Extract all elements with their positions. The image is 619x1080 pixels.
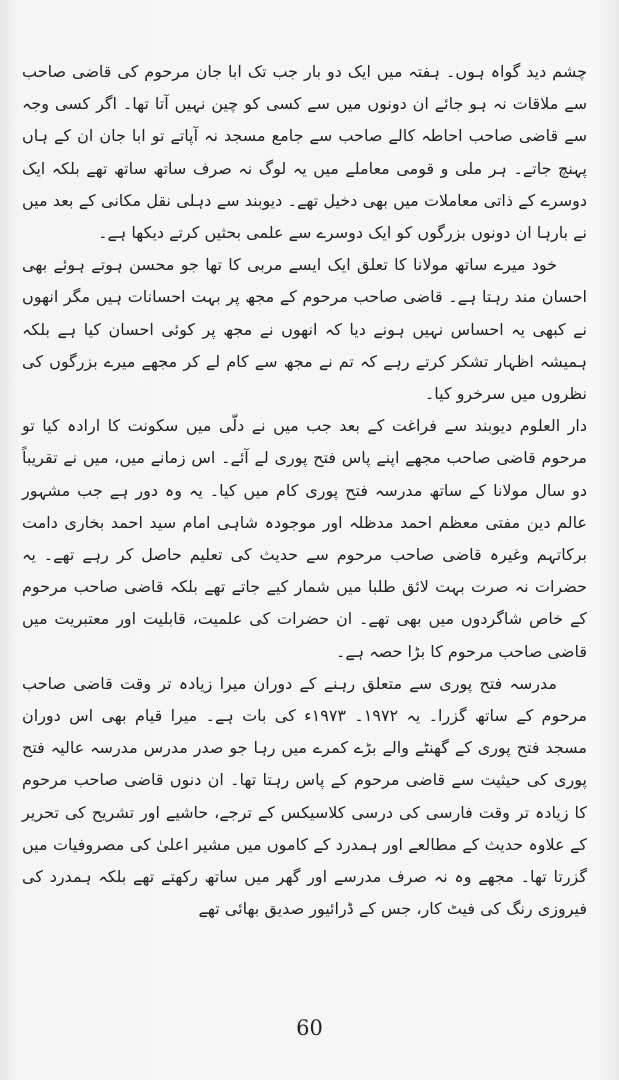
body-text [22, 56, 587, 925]
paragraph: مدرسہ فتح پوری سے متعلق رہنے کے دوران میرا زیادہ تر وقت قاضی صاحب مرحوم کے ساتھ گزرا۔ یہ ۱۹۷۲۔ ۱۹۷۳ء کی بات ہے۔ میرا قیام بھی اس دوران مسجد فتح پوری کے گھنٹے والے بڑے کمرے میں رہا جو صدر مدرس مدرسہ عالیہ فتح پوری کی حیثیت سے قاضی مرحوم کے پاس رہتا تھا۔ ان دنوں قاضی صاحب مرحوم کا زیادہ تر وقت فارسی کی درسی کلاسیکس کے ترجے، حاشیے اور تشریح کی تحریر کے علاوہ حدیث کے مطالعے اور ہمدرد کے کاموں میں مشیر اعلیٰ کی مصروفیات میں گزرتا تھا۔ مجھے وہ نہ صرف مدرسے اور گھر میں ساتھ رکھتے تھے بلکہ ہمدرد کی فیروزی رنگ کی فیٹ کار، جس کے ڈرائیور صدیق بھائی تھے [22, 673, 587, 919]
paragraph: خود میرے ساتھ مولانا کا تعلق ایک ایسے مربی کا تھا جو محسن ہوتے ہوئے بھی احسان مند رہتا ہے۔ قاضی صاحب مرحوم کے مجھ پر بہت احسانات ہیں مگر انھوں نے کبھی یہ احساس نہیں ہونے دیا کہ انھوں نے مجھ پر کوئی احسان کیا ہے بلکہ ہمیشہ اظہار تشکر کرتے رہے کہ تم نے مجھ سے کام لے کر مجھے میرے بزرگوں کی نظروں میں سرخرو کیا۔ [22, 255, 587, 404]
paragraph: دار العلوم دیوبند سے فراغت کے بعد جب میں نے دلّی میں سکونت کا ارادہ کیا تو مرحوم قاضی صاحب مجھے اپنے پاس فتح پوری لے آئے۔ اس زمانے میں، میں نے تقریباً دو سال مولانا کے ساتھ مدرسہ فتح پوری کام میں کیا۔ یہ وہ دور ہے جب مشہور عالم دین مفتی معظم احمد مدظلہ اور موجودہ شاہی امام سید احمد بخاری دامت برکاتہم وغیرہ قاضی صاحب مرحوم سے حدیث کی تعلیم حاصل کر رہے تھے۔ یہ حضرات نہ صرت بہت لائق طلبا میں شمار کیے جاتے تھے بلکہ قاضی صاحب مرحوم کے خاص شاگردوں میں بھی تھے۔ ان حضرات کی علمیت، قابلیت اور معتبریت میں قاضی صاحب مرحوم کا بڑا حصہ ہے۔ [22, 416, 587, 661]
page-number: 60 [296, 1016, 323, 1040]
paragraph: چشم دید گواہ ہوں۔ ہفتہ میں ایک دو بار جب تک ابا جان مرحوم کی قاضی صاحب سے ملاقات نہ ہو جائے ان دونوں میں سے کسی کو چین نہیں آتا تھا۔ اگر کسی وجہ سے قاضی صاحب احاطہ کالے صاحب سے جامع مسجد نہ آپاتے تو ابا جان ان کے ہاں پہنچ جاتے۔ ہر ملی و قومی معاملے میں یہ لوگ نہ صرف ساتھ ساتھ تھے بلکہ ایک دوسرے کے ذاتی معاملات میں بھی دخیل تھے۔ دیوبند سے دہلی نقل مکانی کے بعد میں نے بارہا ان دونوں بزرگوں کو ایک دوسرے سے علمی بحثیں کرتے دیکھا ہے۔ [22, 62, 588, 243]
